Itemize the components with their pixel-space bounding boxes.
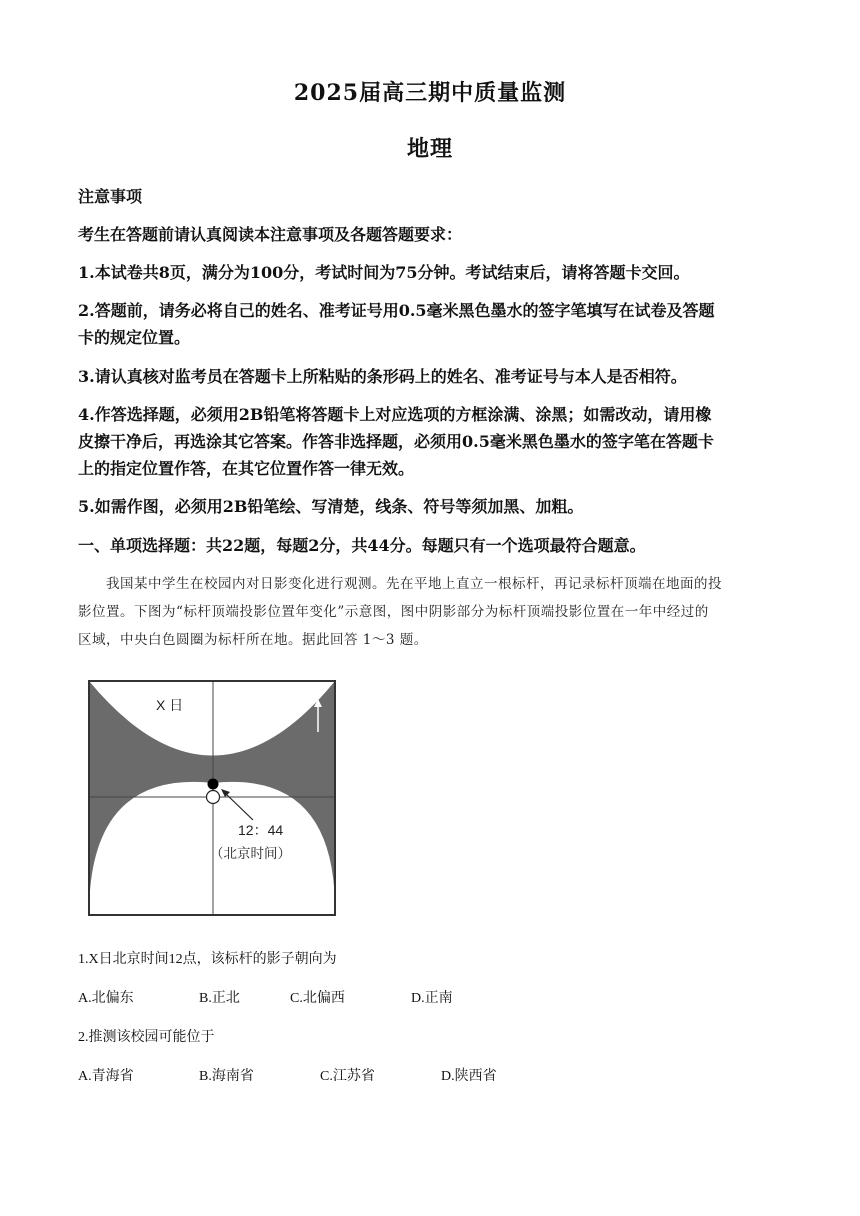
question-1-option-c: C.北偏西 [290,991,345,1006]
subject-title: 地理 [406,136,453,162]
notice-item-3: 3.请认真核对监考员在答题卡上所粘贴的条形码上的姓名、准考证号与本人是否相符。 [78,367,687,386]
notice-item-4-line-2: 皮擦干净后，再选涂其它答案。作答非选择题，必须用0.5毫米黑色墨水的签字笔在答题卡 [78,432,714,451]
y-day-label: Y 日 [126,813,153,829]
section-heading: 一、单项选择题：共22题，每题2分，共44分。每题只有一个选项最符合题意。 [78,536,646,555]
notice-intro: 考生在答题前请认真阅读本注意事项及各题答题要求： [78,225,463,244]
section-intro-line-1: 我国某中学生在校园内对日影变化进行观测。先在平地上直立一根标杆，再记录标杆顶端在地面的投 [106,576,722,592]
notice-heading: 注意事项 [78,187,143,206]
shadow-projection-figure [88,680,336,916]
notice-item-2-line-2: 卡的规定位置。 [78,328,191,347]
section-intro-line-3: 区域，中央白色圆圈为标杆所在地。据此回答 1～3 题。 [78,632,428,648]
question-1-option-a: A.北偏东 [78,991,134,1006]
north-label: N [315,690,321,699]
question-2-stem: 2.推测该校园可能位于 [78,1030,215,1045]
shadow-tip-dot [208,779,219,790]
question-1-stem: 1.X日北京时间12点，该标杆的影子朝向为 [78,952,337,967]
question-2-option-d: D.陕西省 [441,1069,497,1084]
time-note-label: （北京时间） [210,846,291,861]
question-2-option-c: C.江苏省 [320,1069,375,1084]
question-2-option-b: B.海南省 [199,1069,254,1084]
question-1-option-b: B.正北 [199,991,240,1006]
notice-item-4-line-1: 4.作答选择题，必须用2B铅笔将答题卡上对应选项的方框涂满、涂黑；如需改动，请用橡 [78,405,712,424]
notice-item-5: 5.如需作图，必须用2B铅笔绘、写清楚，线条、符号等须加黑、加粗。 [78,497,584,516]
time-label: 12：44 [238,822,284,838]
notice-item-4-line-3: 上的指定位置作答，在其它位置作答一律无效。 [78,459,415,478]
question-1-option-d: D.正南 [411,991,453,1006]
x-day-label: X 日 [156,697,184,713]
notice-item-1: 1.本试卷共8页，满分为100分，考试时间为75分钟。考试结束后，请将答题卡交回。 [78,263,690,282]
figure-canvas [88,680,336,916]
question-2-option-a: A.青海省 [78,1069,134,1084]
exam-title: 2025届高三期中质量监测 [293,80,567,106]
notice-item-2-line-1: 2.答题前，请务必将自己的姓名、准考证号用0.5毫米黑色墨水的签字笔填写在试卷及答题 [78,301,715,320]
pole-location-circle [207,791,220,804]
section-intro-line-2: 影位置。下图为“标杆顶端投影位置年变化”示意图，图中阴影部分为标杆顶端投影位置在一年中经过的 [78,604,709,620]
